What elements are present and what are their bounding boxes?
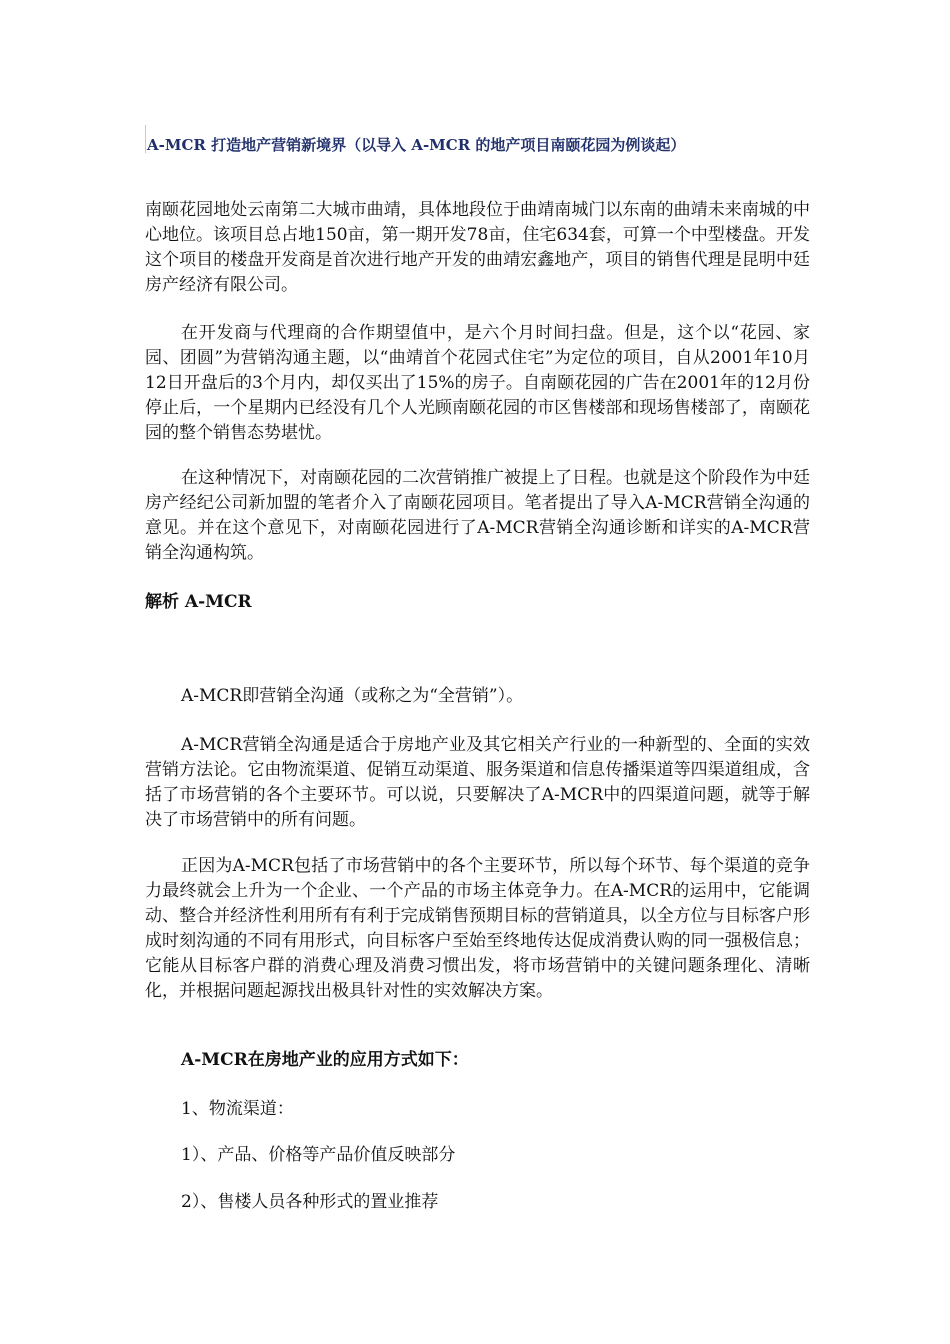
paragraph-competitiveness: 正因为A-MCR包括了市场营销中的各个主要环节，所以每个环节、每个渠道的竞争力最终就会上升为一个企业、一个产品的市场主体竞争力。在A-MCR的运用中，它能调动、整合并经济性利用所有有利于完成销售预期目标的营销道具，以全方位与目标客户形成时刻沟通的不同有用形式，向目标客户至始至终地传达促成消费认购的同一强极信息；它能从目标客户群的消费心理及消费习惯出发，将市场营销中的关键问题条理化、清晰化，并根据问题起源找出极具针对性的实效解决方案。 xyxy=(145,856,810,1001)
section-heading: 解析 A-MCR xyxy=(145,592,252,612)
paragraph-second-marketing: 在这种情况下，对南颐花园的二次营销推广被提上了日程。也就是这个阶段作为中廷房产经纪公司新加盟的笔者介入了南颐花园项目。笔者提出了导入A-MCR营销全沟通的意见。并在这个意见下，对南颐花园进行了A-MCR营销全沟通诊断和详实的A-MCR营销全沟通构筑。 xyxy=(145,468,810,563)
application-heading: A-MCR在房地产业的应用方式如下： xyxy=(181,1050,469,1070)
paragraph-intro: 南颐花园地处云南第二大城市曲靖，具体地段位于曲靖南城门以东南的曲靖未来南城的中心地位。该项目总占地150亩，第一期开发78亩，住宅634套，可算一个中型楼盘。开发这个项目的楼盘开发商是首次进行地产开发的曲靖宏鑫地产，项目的销售代理是昆明中廷房产经济有限公司。 xyxy=(145,200,810,295)
list-item: 1、物流渠道： xyxy=(181,1099,294,1119)
paragraph-cooperation: 在开发商与代理商的合作期望值中，是六个月时间扫盘。但是，这个以“花园、家园、团圆”为营销沟通主题，以“曲靖首个花园式住宅”为定位的项目，自从2001年10月12日开盘后的3个月内，却仅买出了15%的房子。自南颐花园的广告在2001年的12月份停止后，一个星期内已经没有几个人光顾南颐花园的市区售楼部和现场售楼部了，南颐花园的整个销售态势堪忧。 xyxy=(145,323,810,443)
list-item: 1）、产品、价格等产品价值反映部分 xyxy=(181,1145,456,1165)
paragraph-methodology: A-MCR营销全沟通是适合于房地产业及其它相关产行业的一种新型的、全面的实效营销方法论。它由物流渠道、促销互动渠道、服务渠道和信息传播渠道等四渠道组成，含括了市场营销的各个主要环节。可以说，只要解决了A-MCR中的四渠道问题，就等于解决了市场营销中的所有问题。 xyxy=(145,735,810,830)
document-title: A-MCR 打造地产营销新境界（以导入 A-MCR 的地产项目南颐花园为例谈起） xyxy=(147,136,686,154)
title-marker xyxy=(145,125,146,153)
definition-line: A-MCR即营销全沟通（或称之为“全营销”）。 xyxy=(181,686,524,706)
list-item: 2）、售楼人员各种形式的置业推荐 xyxy=(181,1192,439,1212)
